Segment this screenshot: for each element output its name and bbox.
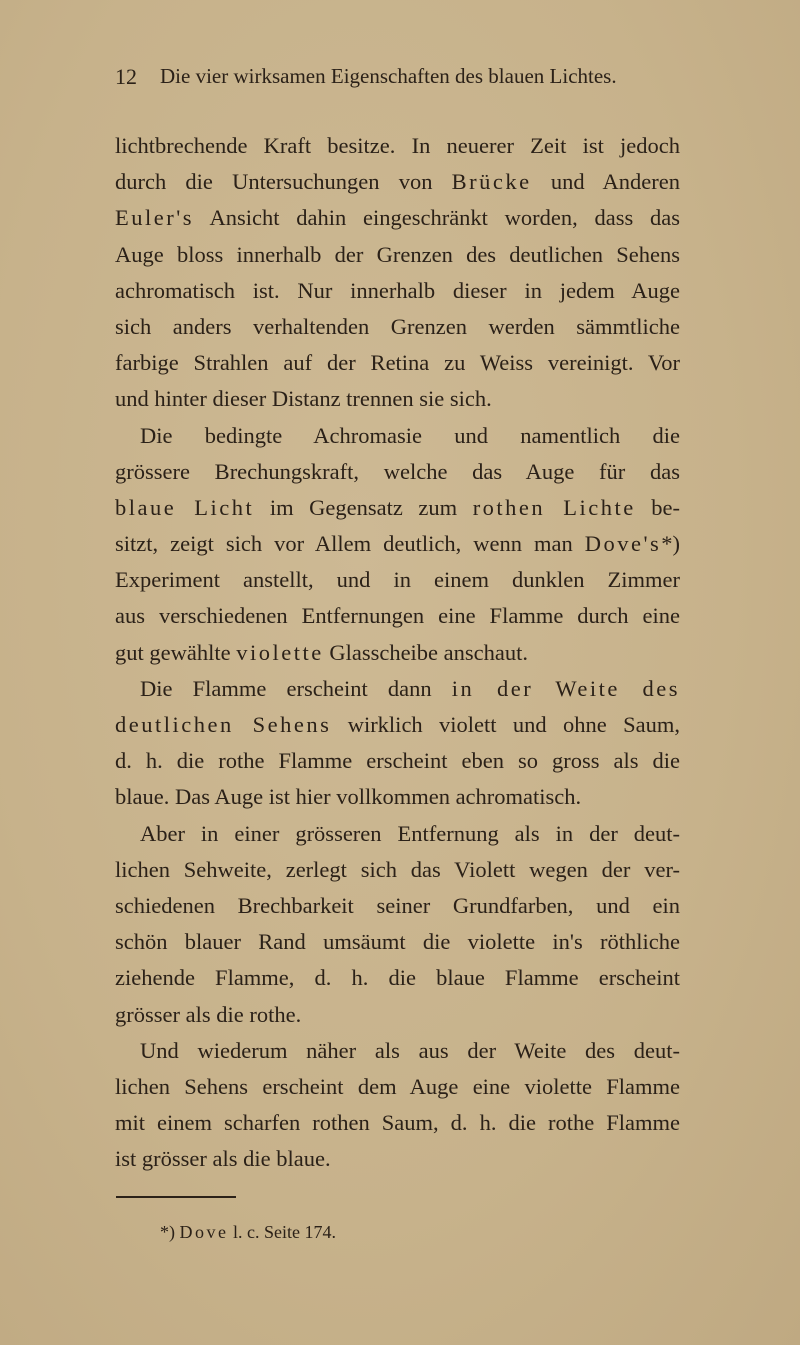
text-line [115,997,680,1033]
text-segment: sich anders verhaltenden Grenzen werden sämmtliche [115,313,680,339]
text-line [115,526,680,562]
spaced-emphasis: in der Weite des [451,675,680,701]
text-line [115,273,680,309]
spaced-emphasis: Dove's [584,531,662,557]
text-segment: lichtbrechende Kraft besitze. In neuerer Zeit ist jedoch [115,133,680,158]
text-segment: Die Flamme erscheint dann [140,675,452,701]
spaced-emphasis: Brücke [451,169,532,195]
text-line [115,200,680,236]
footnote-text: l. c. Seite 174. [228,1222,336,1242]
text-line [115,381,680,417]
spaced-emphasis: Euler's [115,205,195,231]
text-segment: sitzt, zeigt sich vor Allem deutlich, wenn man [115,531,585,557]
text-line [115,743,680,779]
body-text [115,128,680,1177]
text-segment: Glasscheibe anschaut. [323,639,529,665]
text-line [115,1033,680,1069]
text-line [115,164,680,200]
spaced-emphasis: deutlichen Sehens [115,712,332,737]
text-segment: grössere Brechungskraft, welche das Auge für das [115,458,680,484]
text-segment: lichen Sehens erscheint dem Auge eine violette Flamme [115,1073,680,1099]
text-line [115,345,680,381]
text-line [115,1105,680,1141]
text-segment: lichen Sehweite, zerlegt sich das Violett wegen der ver- [115,856,680,882]
text-segment: aus verschiedenen Entfernungen eine Flamme durch eine [115,603,680,629]
text-segment: ist grösser als die blaue. [115,1146,331,1172]
text-segment: be- [635,494,680,520]
text-segment: Auge bloss innerhalb der Grenzen des deutlichen Sehens [115,241,680,267]
footnote-marker: *) [160,1222,175,1242]
text-segment: schiedenen Brechbarkeit seiner Grundfarben, und ein [115,892,680,918]
footnote-author: Dove [179,1222,229,1242]
text-line [115,635,680,671]
text-segment: im Gegensatz zum [254,494,473,520]
text-line [115,490,680,526]
text-line [115,852,680,888]
text-segment: *) [661,531,680,557]
running-header [115,64,680,94]
text-line [115,1141,680,1177]
text-line [115,816,680,852]
text-segment: farbige Strahlen auf der Retina zu Weiss vereinigt. Vor [115,350,680,376]
text-line [115,960,680,996]
text-segment: achromatisch ist. Nur innerhalb dieser in jedem Auge [115,277,680,303]
text-line [115,562,680,598]
running-title: Die vier wirksamen Eigenschaften des blauen Lichtes. [160,64,617,88]
text-line [115,707,680,743]
text-line [115,128,680,164]
text-segment: und Anderen [531,169,680,195]
text-segment: schön blauer Rand umsäumt die violette in's röthliche [115,929,680,955]
text-segment: d. h. die rothe Flamme erscheint eben so gross als die [115,748,680,774]
text-line [115,418,680,454]
text-segment: Experiment anstellt, und in einem dunklen Zimmer [115,567,680,593]
text-segment: durch die Untersuchungen von [115,169,452,195]
text-line [115,924,680,960]
text-segment: blaue. Das Auge ist hier vollkommen achromatisch. [115,784,582,810]
text-segment: Aber in einer grösseren Entfernung als in der deut- [140,820,680,846]
text-line [115,671,680,707]
text-segment: ziehende Flamme, d. h. die blaue Flamme erscheint [115,965,680,991]
text-line [115,888,680,924]
text-line [115,1069,680,1105]
text-line [115,779,680,815]
text-segment: Die bedingte Achromasie und namentlich die [140,422,680,448]
text-line [115,454,680,490]
text-segment: und hinter dieser Distanz trennen sie sich. [115,386,492,412]
text-segment: Und wiederum näher als aus der Weite des deut- [140,1037,680,1063]
footnote [160,1222,336,1243]
spaced-emphasis: rothen Lichte [472,494,636,520]
text-segment: wirklich violett und ohne Saum, [331,712,680,737]
spaced-emphasis: violette [236,639,324,665]
spaced-emphasis: blaue Licht [115,494,255,520]
text-segment: Ansicht dahin eingeschränkt worden, dass das [194,205,680,231]
footnote-divider [116,1196,236,1198]
text-segment: grösser als die rothe. [115,1001,302,1027]
page-number: 12 [115,64,137,89]
text-line [115,237,680,273]
text-segment: gut gewählte [115,639,237,665]
text-line [115,598,680,634]
text-line [115,309,680,345]
text-segment: mit einem scharfen rothen Saum, d. h. die rothe Flamme [115,1110,680,1136]
